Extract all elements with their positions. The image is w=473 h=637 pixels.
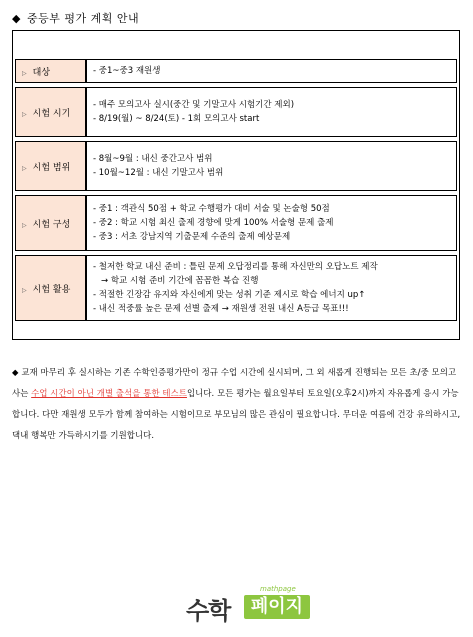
content-line: - 중2 : 학교 시험 최신 출제 경향에 맞게 100% 서술형 문제 출제 — [93, 218, 334, 228]
triangle-bullet-icon: ▷ — [22, 69, 27, 77]
diamond-bullet-icon: ◆ — [12, 12, 21, 25]
row-label: ▷ 시험 범위 — [15, 141, 86, 191]
notice-highlight: 수업 시간이 아닌 개별 출석을 통한 테스트 — [31, 388, 187, 398]
content-line: - 적절한 긴장감 유지와 자신에게 맞는 성취 기준 제시로 학습 에너지 up↑ — [93, 290, 366, 300]
notice-text-before: 교재 마무리 후 실시하는 기존 수학인증평가만이 정규 수업 시간에 실시되며, 그 외 새롭게 진행되는 모든 초/중 모의고사는 — [12, 367, 457, 398]
title-text: 중등부 평가 계획 안내 — [26, 12, 140, 25]
row-content — [86, 87, 457, 137]
table-row — [15, 255, 457, 321]
row-label: ▷ 대상 — [15, 59, 86, 83]
evaluation-plan-table — [15, 55, 457, 325]
triangle-bullet-icon: ▷ — [22, 110, 27, 118]
logo-sub-text: mathpage — [260, 585, 296, 593]
row-content — [86, 141, 457, 191]
notice-paragraph — [12, 362, 462, 446]
triangle-bullet-icon: ▷ — [22, 286, 27, 294]
content-line: - 내신 적중률 높은 문제 선별 출제 → 재원생 전원 내신 A등급 목표!!! — [93, 304, 349, 314]
row-label: ▷ 시험 시기 — [15, 87, 86, 137]
table-row — [15, 141, 457, 191]
content-line: - 10월~12월 : 내신 기말고사 범위 — [93, 168, 224, 178]
content-line: - 중1~중3 재원생 — [93, 66, 161, 76]
row-content — [86, 195, 457, 251]
table-row — [15, 87, 457, 137]
logo-main-text: 수학 — [186, 597, 231, 625]
mathpage-logo — [186, 585, 316, 625]
content-line: - 철저한 학교 내신 준비 : 틀린 문제 오답정리를 통해 자신만의 오답노트 제작 — [93, 262, 378, 272]
content-line: - 8월~9월 : 내신 중간고사 범위 — [93, 154, 213, 164]
triangle-bullet-icon: ▷ — [22, 221, 27, 229]
notice-text-after: 입니다. 모든 평가는 월요일부터 토요일(오후2시)까지 자유롭게 응시 가능합니다. 다만 재원생 모두가 함께 참여하는 시험이므로 부모님의 많은 관심이 필요합니다. 무더운 여름에 건강 유의하시고, 댁내 행복만 가득하시기를 기원합니다. — [12, 388, 461, 440]
content-line: - 8/19(월) ~ 8/24(토) - 1회 모의고사 start — [93, 114, 260, 124]
row-content — [86, 255, 457, 321]
logo-box-text: 페이지 — [244, 595, 310, 619]
page-title — [12, 10, 139, 26]
table-row — [15, 59, 457, 83]
row-label: ▷ 시험 구성 — [15, 195, 86, 251]
diamond-bullet-icon: ◆ — [12, 367, 19, 377]
content-line: - 매주 모의고사 실시(중간 및 기말고사 시험기간 제외) — [93, 100, 295, 110]
content-line: → 학교 시험 준비 기간에 꼼꼼한 복습 진행 — [101, 276, 259, 286]
row-content — [86, 59, 457, 83]
content-line: - 중3 : 서초 강남지역 기출문제 수준의 출제 예상문제 — [93, 232, 291, 242]
content-line: - 중1 : 객관식 50점 + 학교 수행평가 대비 서술 및 논술형 50점 — [93, 204, 330, 214]
triangle-bullet-icon: ▷ — [22, 164, 27, 172]
table-row — [15, 195, 457, 251]
row-label: ▷ 시험 활용 — [15, 255, 86, 321]
